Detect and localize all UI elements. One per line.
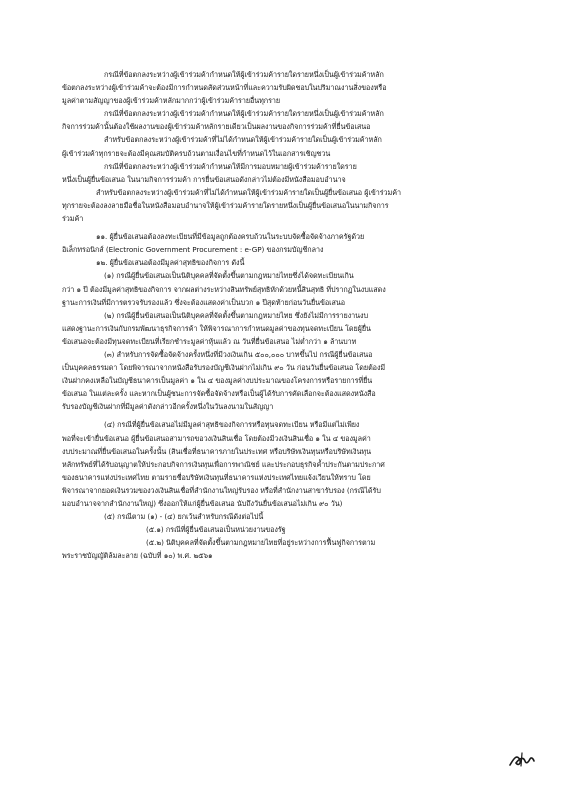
paragraph-line: ของธนาคารแห่งประเทศไทย ตามรายชื่อบริษัทเงินทุนที่ธนาคารแห่งประเทศไทยแจ้งเวียนให้ทราบ โดย: [62, 472, 371, 482]
paragraph-line: กิจการร่วมค้านั้นต้องใช้ผลงานของผู้เข้าร่วมค้าหลักรายเดียวเป็นผลงานของกิจการร่วมค้าที่ยื่นข้อเสนอ: [62, 122, 371, 132]
signature-mark: [508, 750, 536, 770]
paragraph-line: พิจารณาจากยอดเงินรวมของวงเงินสินเชื่อที่สำนักงานใหญ่รับรอง หรือที่สำนักงานสาขารับรอง (กรณีได้รับ: [62, 485, 381, 495]
paragraph-line: ฐานะการเงินที่มีการตรวจรับรองแล้ว ซึ่งจะต้องแสดงค่าเป็นบวก ๑ ปีสุดท้ายก่อนวันยื่นข้อเสนอ: [62, 297, 345, 307]
paragraph-line: งบประมาณที่ยื่นข้อเสนอในครั้งนั้น (สินเชื่อที่ธนาคารภายในประเทศ หรือบริษัทเงินทุนหรือบริษัทเงินทุน: [62, 446, 371, 456]
paragraph-line: (๕.๒) นิติบุคคลที่จัดตั้งขึ้นตามกฎหมายไทยที่อยู่ระหว่างการฟื้นฟูกิจการตาม: [146, 538, 376, 548]
paragraph-line: เงินฝากคงเหลือในบัญชีธนาคารเป็นมูลค่า ๑ ใน ๔ ของมูลค่างบประมาณของโครงการหรือรายการที่ยื่น: [62, 376, 373, 386]
section-heading: ๑๒. ผู้ยื่นข้อเสนอต้องมีมูลค่าสุทธิของกิจการ ดังนี้: [96, 258, 245, 268]
paragraph-line: (๕.๑) กรณีที่ผู้ยื่นข้อเสนอเป็นหน่วยงานของรัฐ: [146, 525, 286, 535]
paragraph-line: ข้อเสนอจะต้องมีทุนจดทะเบียนที่เรียกชำระมูลค่าหุ้นแล้ว ณ วันที่ยื่นข้อเสนอ ไม่ต่ำกว่า ๑ ล้านบาท: [62, 336, 357, 346]
paragraph-line: พอที่จะเข้ายื่นข้อเสนอ ผู้ยื่นข้อเสนอสามารถขอวงเงินสินเชื่อ โดยต้องมีวงเงินสินเชื่อ ๑ ใน ๔ ของมูลค่า: [62, 433, 371, 443]
paragraph-line: กรณีที่ข้อตกลงระหว่างผู้เข้าร่วมค้ากำหนดให้ผู้เข้าร่วมค้ารายใดรายหนึ่งเป็นผู้เข้าร่วมค้าหลัก: [104, 70, 384, 79]
paragraph-line: หนึ่งเป็นผู้ยื่นข้อเสนอ ในนามกิจการร่วมค้า การยื่นข้อเสนอดังกล่าวไม่ต้องมีหนังสือมอบอำนาจ: [62, 174, 346, 184]
paragraph-line: ทุกรายจะต้องลงลายมือชื่อในหนังสือมอบอำนาจให้ผู้เข้าร่วมค้ารายใดรายหนึ่งเป็นผู้ยื่นข้อเสนอในนามกิจการ: [62, 200, 389, 210]
paragraph-line: ร่วมค้า: [62, 214, 84, 224]
paragraph-line: สำหรับข้อตกลงระหว่างผู้เข้าร่วมค้าที่ไม่ได้กำหนดให้ผู้เข้าร่วมค้ารายใดเป็นผู้เข้าร่วมค้าหลัก: [104, 135, 382, 145]
paragraph-line: รับรองบัญชีเงินฝากที่มีมูลค่าดังกล่าวอีกครั้งหนึ่งในวันลงนามในสัญญา: [62, 402, 274, 412]
paragraph-line: ผู้เข้าร่วมค้าทุกรายจะต้องมีคุณสมบัติครบถ้วนตามเงื่อนไขที่กำหนดไว้ในเอกสารเชิญชวน: [62, 148, 331, 158]
paragraph-line: (๒) กรณีผู้ยื่นข้อเสนอเป็นนิติบุคคลที่จัดตั้งขึ้นตามกฎหมายไทย ซึ่งยังไม่มีการรายงานงบ: [104, 310, 368, 320]
paragraph-line: มอบอำนาจจากสำนักงานใหญ่) ซึ่งออกให้แก่ผู้ยื่นข้อเสนอ นับถึงวันยื่นข้อเสนอไม่เกิน ๙๐ วัน): [62, 499, 343, 508]
paragraph-line: พระราชบัญญัติล้มละลาย (ฉบับที่ ๑๐) พ.ศ. ๒๕๖๑: [62, 551, 213, 561]
paragraph-line: แสดงฐานะการเงินกับกรมพัฒนาธุรกิจการค้า ให้พิจารณาการกำหนดมูลค่าของทุนจดทะเบียน โดยผู้ยื่น: [62, 323, 371, 333]
paragraph-line: ข้อตกลงระหว่างผู้เข้าร่วมค้าจะต้องมีการกำหนดสัดส่วนหน้าที่และความรับผิดชอบในปริมาณงานสิ่งของหรือ: [62, 83, 387, 93]
paragraph-line: สำหรับข้อตกลงระหว่างผู้เข้าร่วมค้าที่ไม่ได้กำหนดให้ผู้เข้าร่วมค้ารายใดเป็นผู้ยื่นข้อเสนอ ผู้เข้าร่วมค้า: [96, 187, 401, 197]
paragraph-line: อิเล็กทรอนิกส์ (Electronic Government Procurement : e-GP) ของกรมบัญชีกลาง: [62, 245, 324, 255]
paragraph-line: เป็นบุคคลธรรมดา โดยพิจารณาจากหนังสือรับรองบัญชีเงินฝากไม่เกิน ๙๐ วัน ก่อนวันยื่นข้อเสนอ โดยต้องมี: [62, 363, 386, 373]
paragraph-line: มูลค่าตามสัญญาของผู้เข้าร่วมค้าหลักมากกว่าผู้เข้าร่วมค้ารายอื่นทุกราย: [62, 96, 281, 106]
paragraph-line: กรณีที่ข้อตกลงระหว่างผู้เข้าร่วมค้ากำหนดให้ผู้เข้าร่วมค้ารายใดรายหนึ่งเป็นผู้เข้าร่วมค้าหลัก: [104, 109, 384, 119]
paragraph-line: (๕) กรณีตาม (๑) - (๔) ยกเว้นสำหรับกรณีดังต่อไปนี้: [104, 512, 264, 522]
paragraph-line: ข้อเสนอ ในแต่ละครั้ง และหากเป็นผู้ชนะการจัดซื้อจัดจ้างหรือเป็นผู้ได้รับการคัดเลือกจะต้องแสดงหนังสือ: [62, 389, 376, 399]
paragraph-line: (๓) สำหรับการจัดซื้อจัดจ้างครั้งหนึ่งที่มีวงเงินเกิน ๕๐๐,๐๐๐ บาทขึ้นไป กรณีผู้ยื่นข้อเสนอ: [104, 349, 373, 359]
paragraph-line: หลักทรัพย์ที่ได้รับอนุญาตให้ประกอบกิจการเงินทุนเพื่อการพาณิชย์ และประกอบธุรกิจค้ำประกันตามประกาศ: [62, 459, 385, 469]
paragraph-line: กรณีที่ข้อตกลงระหว่างผู้เข้าร่วมค้ากำหนดให้มีการมอบหมายผู้เข้าร่วมค้ารายใดราย: [104, 161, 357, 171]
paragraph-line: (๑) กรณีผู้ยื่นข้อเสนอเป็นนิติบุคคลที่จัดตั้งขึ้นตามกฎหมายไทยซึ่งได้จดทะเบียนเกิน: [104, 271, 354, 281]
section-heading: ๑๑. ผู้ยื่นข้อเสนอต้องลงทะเบียนที่มีข้อมูลถูกต้องครบถ้วนในระบบจัดซื้อจัดจ้างภาครัฐด้วย: [96, 232, 365, 242]
paragraph-line: (๔) กรณีที่ผู้ยื่นข้อเสนอไม่มีมูลค่าสุทธิของกิจการหรือทุนจดทะเบียน หรือมีแต่ไม่เพียง: [104, 420, 360, 430]
paragraph-line: กว่า ๑ ปี ต้องมีมูลค่าสุทธิของกิจการ จากผลต่างระหว่างสินทรัพย์สุทธิหักด้วยหนี้สินสุทธิ ที่ปรากฏในงบแสดง: [62, 284, 386, 294]
